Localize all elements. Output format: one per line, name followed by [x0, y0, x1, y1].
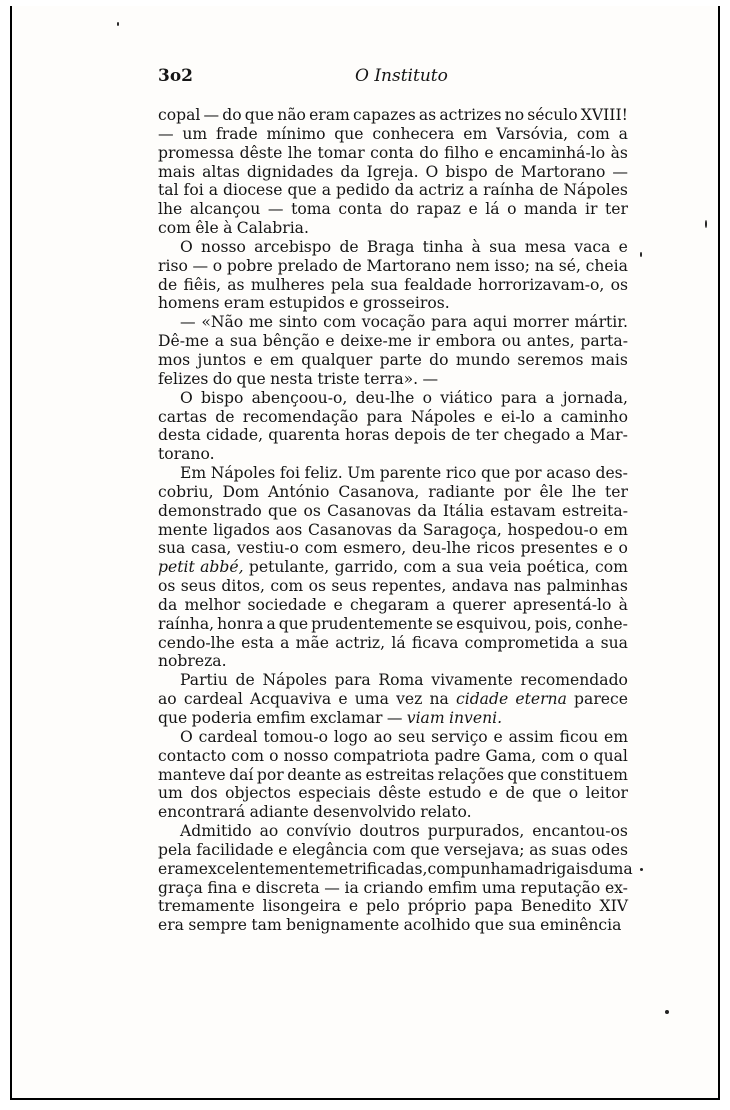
text-line: com êle à Calabria.	[158, 219, 309, 238]
text-line: da melhor sociedade e chegaram a querer apresentá-lo à	[158, 595, 628, 614]
text-line: mos juntos e em qualquer parte do mundo seremos mais	[158, 350, 628, 369]
text-line: O bispo abençoou-o, deu-lhe o viático para a jornada,	[180, 388, 628, 407]
text-line: ao cardeal Acquaviva e uma vez na cidade eterna parece	[158, 690, 628, 709]
text-line: mais altas dignidades da Igreja. O bispo de Martorano —	[158, 162, 628, 181]
text-line: graça fina e discreta — ia criando emfim uma reputação ex-	[158, 878, 628, 897]
paragraph	[158, 106, 628, 238]
text-line: contacto com o nosso compatriota padre Gama, com o qual	[158, 746, 628, 765]
text-line: — um frade mínimo que conhecera em Varsóvia, com a	[158, 124, 628, 143]
text-line: tal foi a diocese que a pedido da actriz a raínha de Nápoles	[158, 181, 628, 200]
text-line: eram excelentemente metrificadas, compunha madrigais duma	[158, 859, 633, 878]
paragraph	[158, 313, 628, 388]
paragraph	[158, 238, 628, 313]
text-line: Em Nápoles foi feliz. Um parente rico que por acaso des-	[180, 464, 628, 483]
text-line: nobreza.	[158, 652, 227, 671]
text-line: desta cidade, quarenta horas depois de ter chegado a Mar-	[158, 426, 628, 445]
text-line: Dê-me a sua bênção e deixe-me ir embora ou antes, parta-	[158, 332, 628, 351]
text-line: cartas de recomendação para Nápoles e ei-lo a caminho	[158, 407, 628, 426]
scan-speck	[665, 1010, 669, 1014]
running-title: O Instituto	[355, 66, 448, 86]
text-line: torano.	[158, 445, 215, 464]
text-line: encontrará adiante desenvolvido relato.	[158, 803, 472, 822]
text-line: tremamente lisongeira e pelo próprio papa Benedito XIV	[158, 897, 628, 916]
scan-speck	[640, 252, 642, 257]
text-line: raínha, honra a que prudentemente se esquivou, pois, conhe-	[158, 614, 628, 633]
text-line: que poderia emfim exclamar — viam inveni.	[158, 709, 503, 727]
text-line: sua casa, vestiu-o com esmero, deu-lhe ricos presentes e o	[158, 539, 628, 558]
text-line: Partiu de Nápoles para Roma vivamente recomendado	[180, 671, 628, 690]
text-line: — «Não me sinto com vocação para aqui morrer mártir.	[180, 313, 628, 332]
text-line: cendo-lhe esta a mãe actriz, lá ficava comprometida a sua	[158, 633, 628, 652]
paragraph	[158, 822, 633, 935]
text-line: petit abbé, petulante, garrido, com a sua veia poética, com	[158, 558, 628, 577]
text-line: os seus ditos, com os seus repentes, andava nas palminhas	[158, 577, 628, 596]
page-number: 3o2	[158, 66, 193, 86]
text-line: um dos objectos especiais dêste estudo e de que o leitor	[158, 784, 628, 803]
scan-speck	[640, 868, 643, 871]
text-line: mente ligados aos Casanovas da Saragoça, hospedou-o em	[158, 520, 628, 539]
text-line: riso — o pobre prelado de Martorano nem isso; na sé, cheia	[158, 256, 628, 275]
text-line: manteve daí por deante as estreitas relações que constituem	[158, 765, 628, 784]
text-line: promessa dêste lhe tomar conta do filho e encaminhá-lo às	[158, 143, 628, 162]
text-line: O cardeal tomou-o logo ao seu serviço e assim ficou em	[180, 727, 628, 746]
text-line: era sempre tam benignamente acolhido que sua eminência	[158, 916, 622, 935]
text-line: Admitido ao convívio doutros purpurados, encantou-os	[180, 822, 628, 841]
text-line: cobriu, Dom António Casanova, radiante por êle lhe ter	[158, 482, 628, 501]
text-line: O nosso arcebispo de Braga tinha à sua mesa vaca e	[180, 237, 628, 256]
text-line: felizes do que nesta triste terra». —	[158, 369, 439, 388]
paragraph	[158, 389, 628, 464]
text-line: demonstrado que os Casanovas da Itália estavam estreita-	[158, 501, 628, 520]
text-line: copal — do que não eram capazes as actrizes no século XVIII!	[158, 106, 628, 124]
paragraph	[158, 671, 628, 728]
scan-speck	[705, 220, 707, 228]
scan-speck	[117, 22, 119, 26]
text-line: homens eram estupidos e grosseiros.	[158, 294, 450, 313]
body-text	[158, 106, 633, 935]
text-line: lhe alcançou — toma conta do rapaz e lá o manda ir ter	[158, 200, 628, 219]
text-line: de fiêis, as mulheres pela sua fealdade horrorizavam-o, os	[158, 275, 628, 294]
text-line: pela facilidade e elegância com que versejava; as suas odes	[158, 840, 628, 859]
paragraph	[158, 464, 628, 671]
paragraph	[158, 728, 628, 822]
